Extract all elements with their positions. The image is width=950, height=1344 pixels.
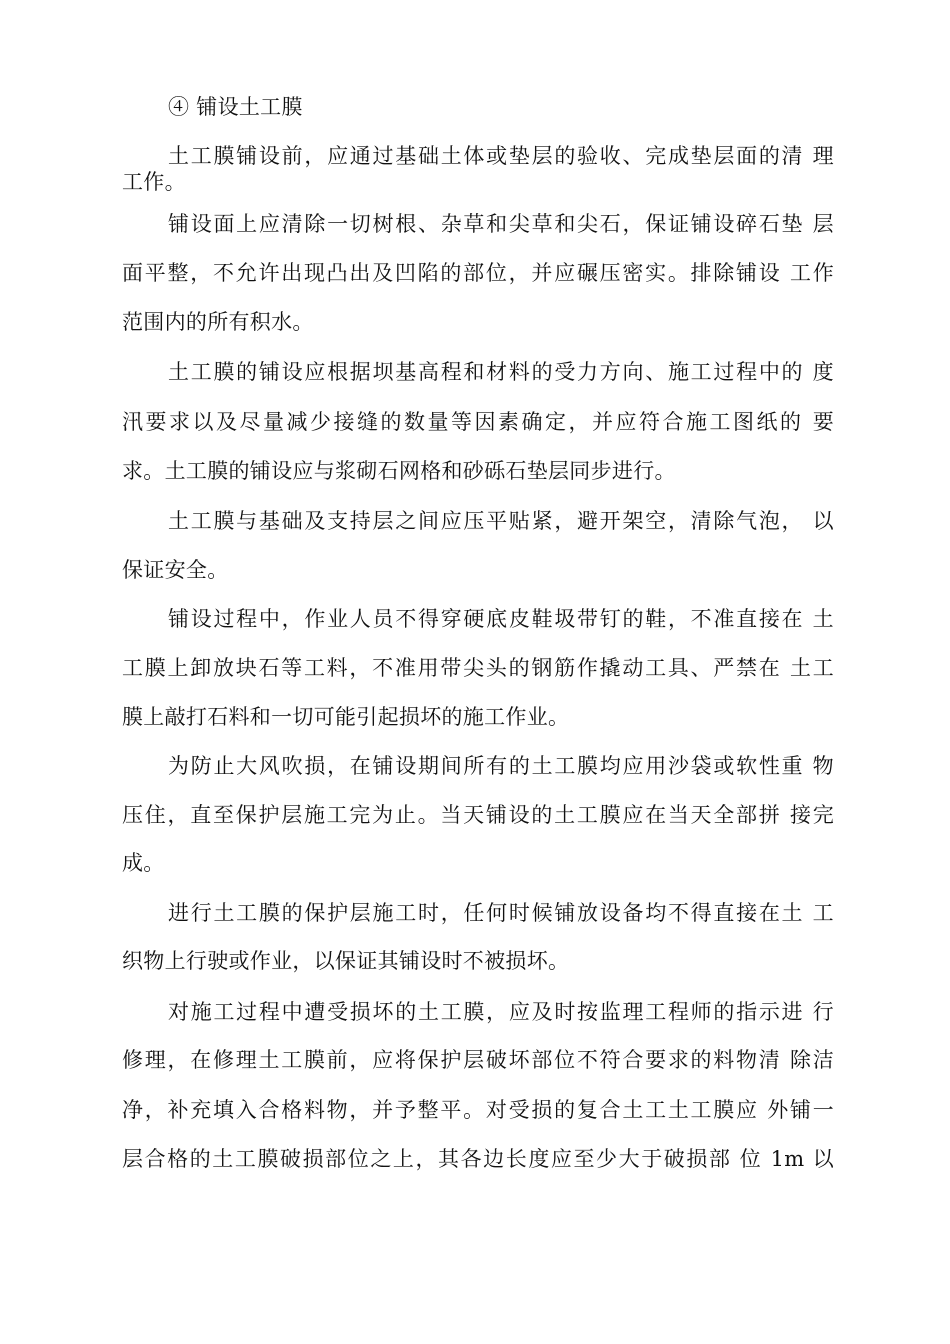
paragraph-line: 修理，在修理土工膜前，应将保护层破坏部位不符合要求的料物清 除洁 [122, 1048, 834, 1072]
paragraph-line: 为防止大风吹损，在铺设期间所有的土工膜均应用沙袋或软性重 物 [168, 754, 834, 778]
paragraph-line: 范围内的所有积水。 [122, 310, 314, 334]
paragraph-line: 土工膜铺设前，应通过基础土体或垫层的验收、完成垫层面的清 理 [168, 144, 834, 168]
paragraph-line: 对施工过程中遭受损坏的土工膜，应及时按监理工程师的指示进 行 [168, 1000, 834, 1024]
paragraph-line: 面平整，不允许出现凸出及凹陷的部位，并应碾压密实。排除铺设 工作 [122, 261, 834, 285]
paragraph-line: 土工膜的铺设应根据坝基高程和材料的受力方向、施工过程中的 度 [168, 360, 834, 384]
paragraph-line: 保证安全。 [122, 558, 229, 582]
paragraph-line: 铺设过程中，作业人员不得穿硬底皮鞋圾带钉的鞋，不准直接在 土 [168, 607, 834, 631]
paragraph-line: 工作。 [122, 170, 186, 194]
paragraph-line: 土工膜与基础及支持层之间应压平贴紧，避开架空，清除气泡， 以 [168, 509, 834, 533]
paragraph-line: 层合格的土工膜破损部位之上，其各边长度应至少大于破损部 位 1m 以 [122, 1147, 834, 1171]
paragraph-line: 工膜上卸放块石等工料，不准用带尖头的钢筋作撬动工具、严禁在 土工 [122, 656, 834, 680]
paragraph-line: 膜上敲打石料和一切可能引起损坏的施工作业。 [122, 705, 570, 729]
paragraph-line: 净，补充填入合格料物，并予整平。对受损的复合土工土工膜应 外铺一 [122, 1098, 834, 1122]
paragraph-line: 汛要求以及尽量减少接缝的数量等因素确定，并应符合施工图纸的 要 [122, 410, 834, 434]
section-heading: ④ 铺设土工膜 [168, 95, 303, 119]
paragraph-line: 求。土工膜的铺设应与浆砌石网格和砂砾石垫层同步进行。 [122, 459, 676, 483]
paragraph-line: 压住，直至保护层施工完为止。当天铺设的土工膜应在当天全部拼 接完 [122, 803, 834, 827]
paragraph-line: 成。 [122, 851, 165, 875]
paragraph-line: 织物上行驶或作业，以保证其铺设时不被损坏。 [122, 949, 570, 973]
paragraph-line: 进行土工膜的保护层施工时，任何时候铺放设备均不得直接在土 工 [168, 901, 834, 925]
paragraph-line: 铺设面上应清除一切树根、杂草和尖草和尖石，保证铺设碎石垫 层 [168, 212, 834, 236]
